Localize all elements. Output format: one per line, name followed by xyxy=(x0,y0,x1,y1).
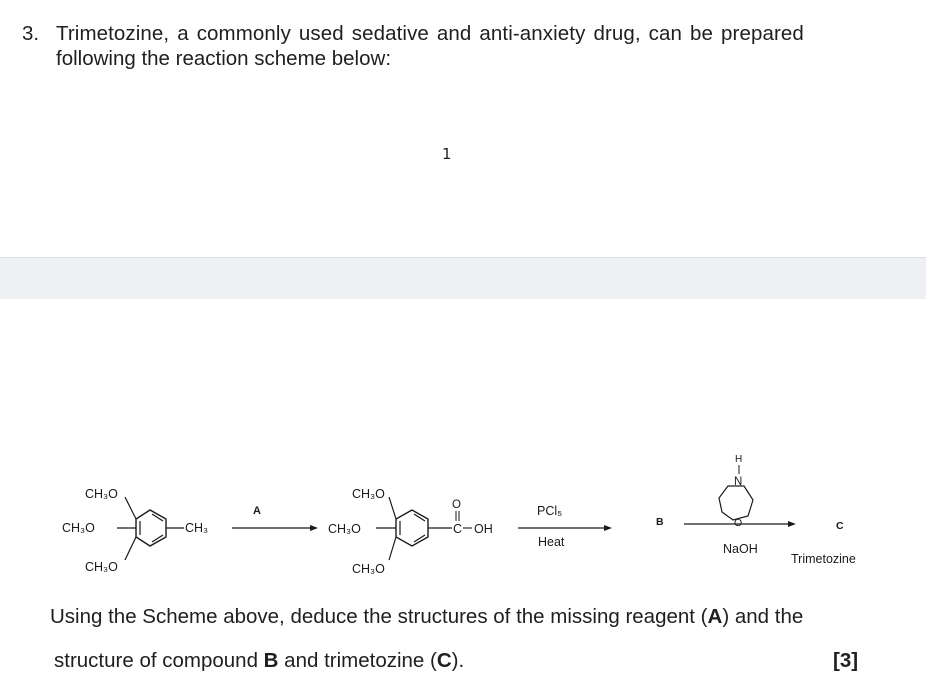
heat-condition: Heat xyxy=(538,535,565,549)
reaction-scheme xyxy=(0,440,926,590)
starting-material xyxy=(62,487,208,574)
start-bottom-methoxy: CH₃O xyxy=(85,560,118,574)
naoh-condition: NaOH xyxy=(723,542,758,556)
reaction-arrow-2 xyxy=(518,504,612,549)
carboxylic-acid-intermediate xyxy=(328,487,493,576)
prompt-line1: Using the Scheme above, deduce the structures of the missing reagent (A) and the xyxy=(50,605,804,628)
trimetozine-label: Trimetozine xyxy=(791,552,856,566)
reaction-arrow-1 xyxy=(232,505,318,531)
reagent-A-label: A xyxy=(253,505,261,517)
morpholine-H: H xyxy=(735,454,743,465)
acid-top-methoxy: CH₃O xyxy=(352,487,385,501)
start-left-methoxy: CH₃O xyxy=(62,521,95,535)
page-number: 1 xyxy=(442,145,452,163)
morpholine-N: N xyxy=(734,476,743,488)
question-text-line1: Trimetozine, a commonly used sedative and anti-anxiety drug, can be prepared xyxy=(56,22,804,45)
compound-B-label: B xyxy=(656,516,664,528)
question-text-line2: following the reaction scheme below: xyxy=(56,47,392,70)
acid-bottom-methoxy: CH₃O xyxy=(352,562,385,576)
pcl5-reagent: PCl₅ xyxy=(537,504,563,518)
page-break-gap xyxy=(0,257,926,300)
carbonyl-carbon: C xyxy=(453,522,463,536)
carbonyl-oxygen: O xyxy=(452,499,461,511)
hydroxyl-group: OH xyxy=(474,522,493,536)
question-number: 3. xyxy=(22,22,40,45)
marks-allocation: [3] xyxy=(833,649,859,672)
start-top-methoxy: CH₃O xyxy=(85,487,118,501)
acid-left-methoxy: CH₃O xyxy=(328,522,361,536)
morpholine-reagent xyxy=(719,454,753,529)
prompt-line2: structure of compound B and trimetozine (C). xyxy=(54,649,465,672)
compound-C-label: C xyxy=(836,520,844,532)
page-upper xyxy=(0,0,926,257)
morpholine-O: O xyxy=(734,517,743,529)
start-methyl: CH₃ xyxy=(185,521,209,535)
